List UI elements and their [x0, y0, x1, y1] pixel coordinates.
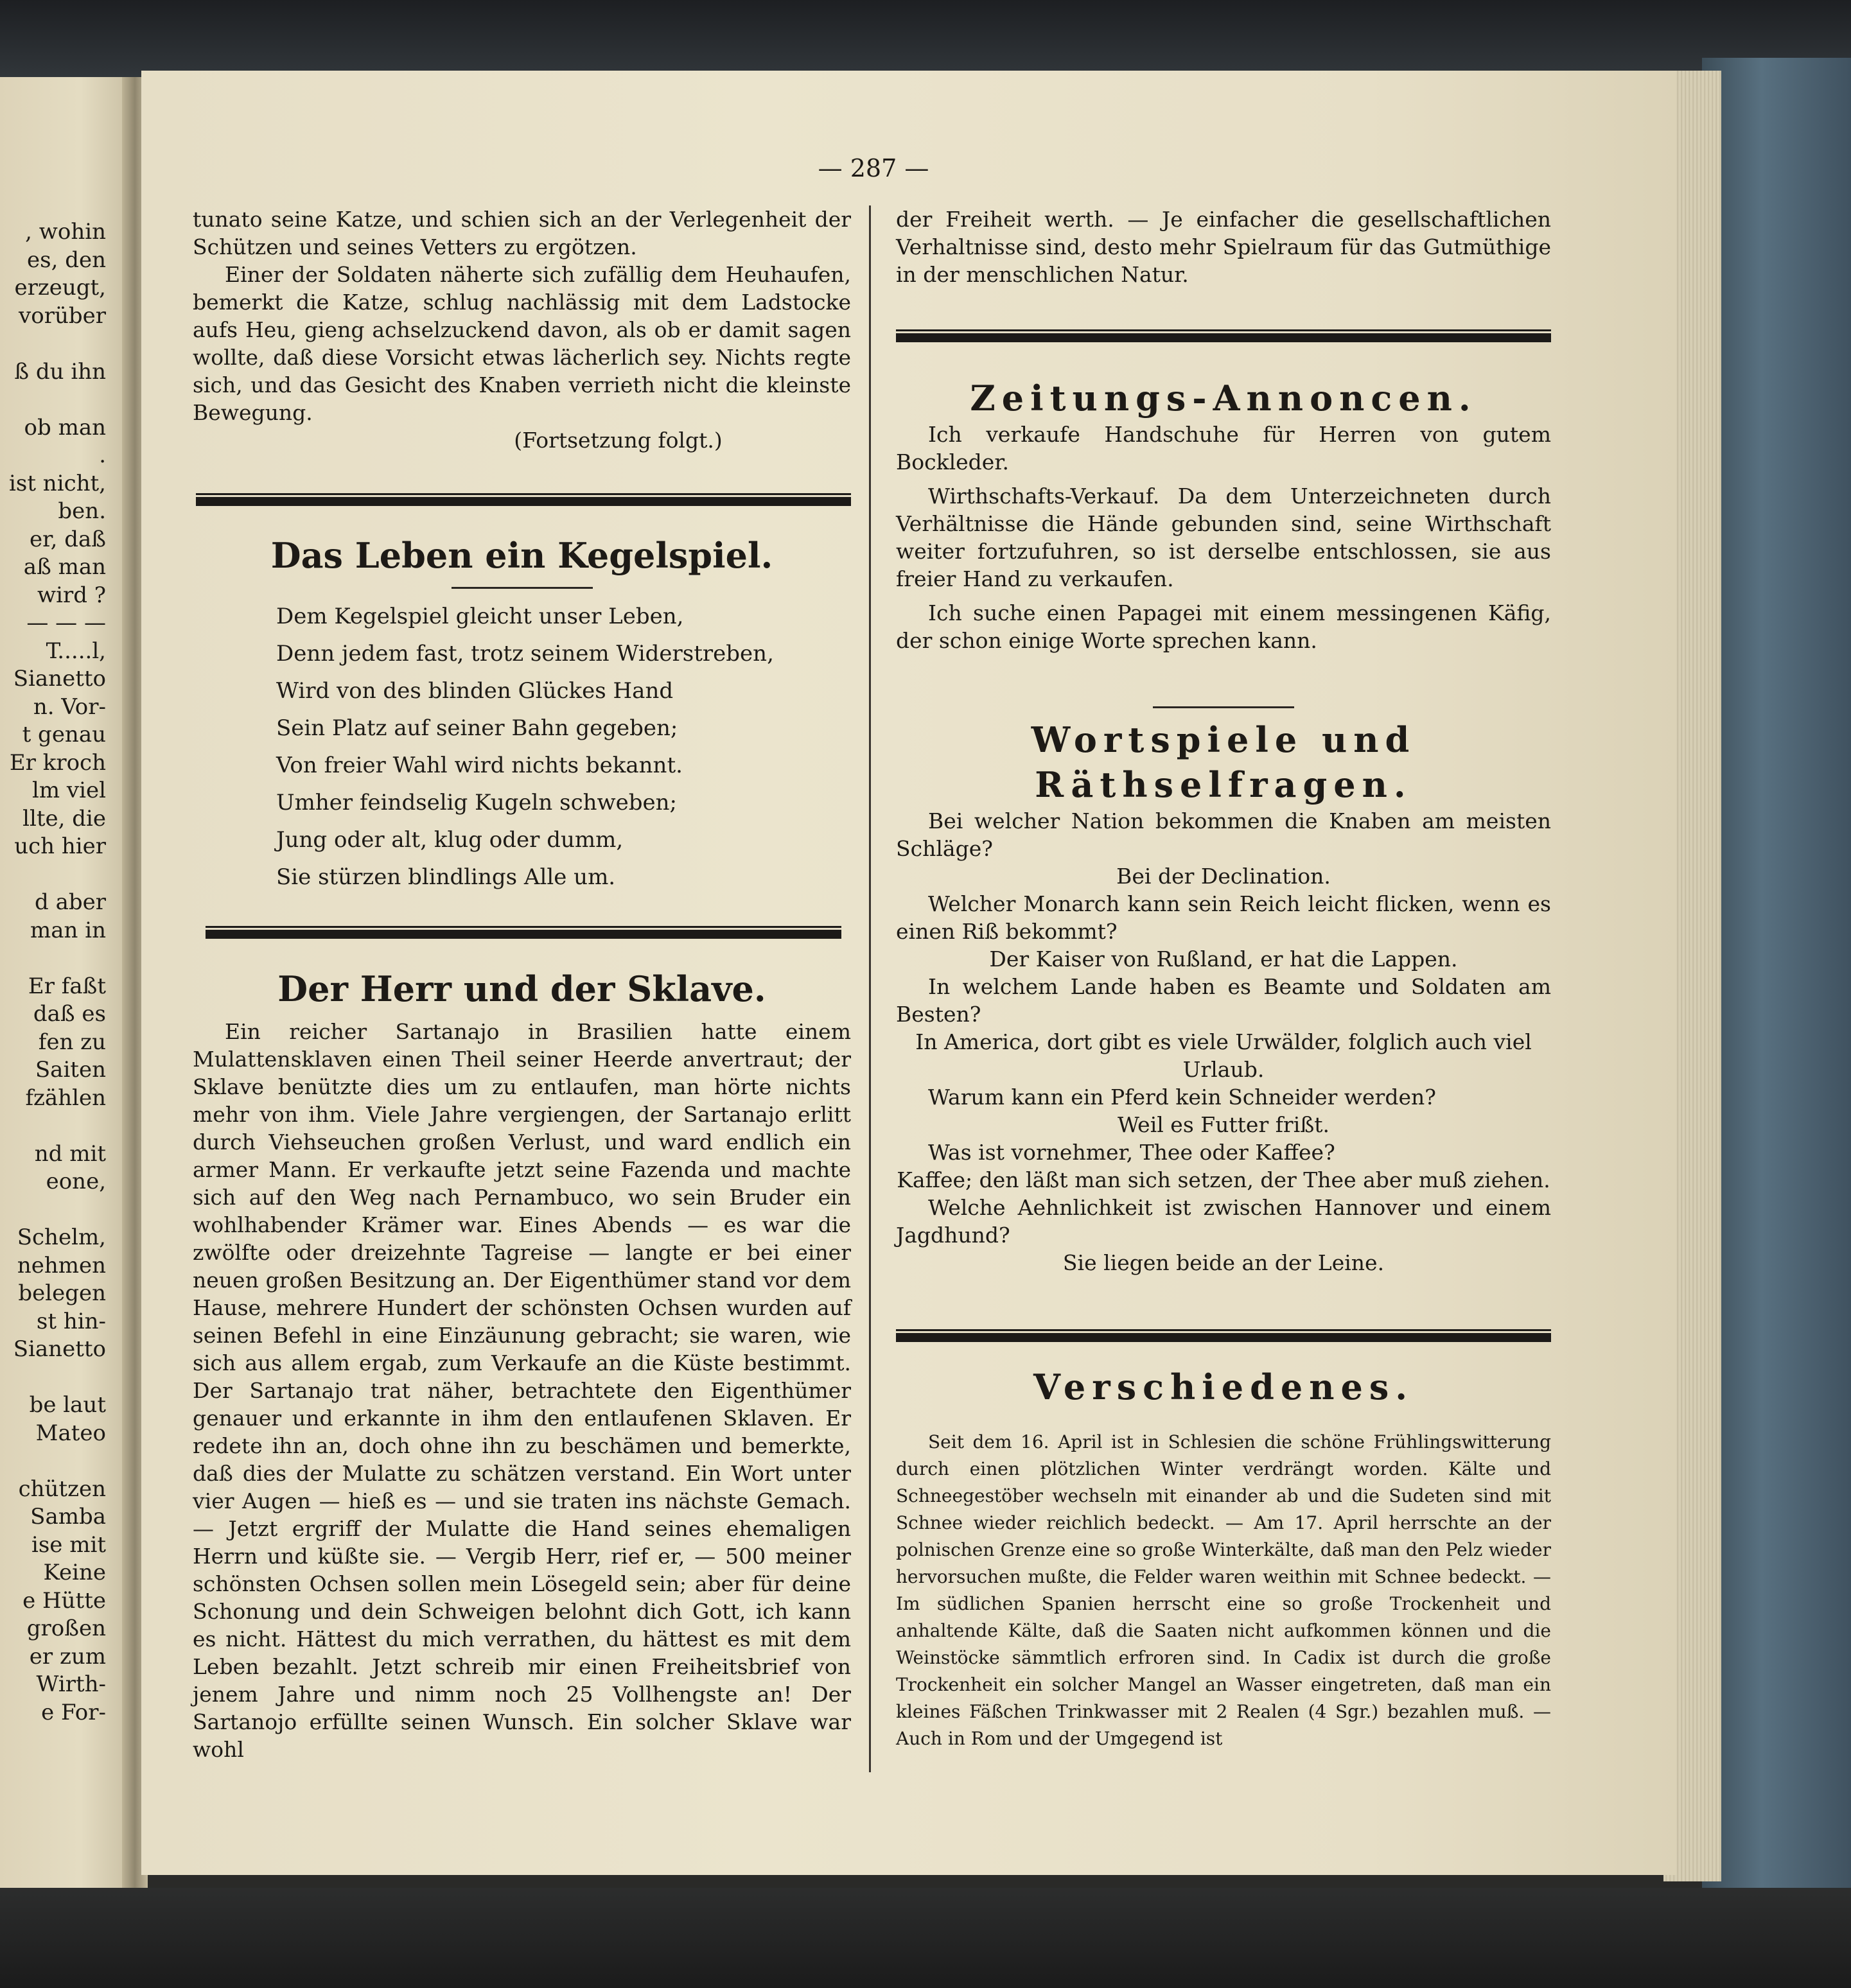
riddle-answer: Der Kaiser von Rußland, er hat die Lappen. — [989, 946, 1458, 972]
left-page-fragment-line: fen zu — [38, 1029, 106, 1055]
left-page-fragment-line: ß du ihn — [14, 358, 106, 385]
left-page-fragment-line: Er kroch — [9, 749, 106, 776]
misc-title: Verschiedenes. — [1033, 1366, 1414, 1408]
book-cover-right — [1702, 58, 1851, 1894]
left-page-fragment-line: ob man — [24, 414, 106, 440]
left-page-fragment-line: st hin- — [36, 1308, 106, 1334]
poem-title-underline — [452, 587, 593, 589]
left-page-fragment-line: e Hütte — [22, 1587, 106, 1614]
left-page-fragment-line: großen — [26, 1616, 106, 1641]
riddle-question: Welcher Monarch kann sein Reich leicht flicken, wenn es einen Riß bekommt? — [896, 891, 1551, 944]
story-paragraph: Einer der Soldaten näherte sich zufällig dem Heuhaufen, bemerkt die Katze, schlug nachlässig mit dem Ladstocke aufs Heu, gieng achselzuckend davon, als ob er damit sagen wollte, daß diese Vorsicht etwas lächerlich sey. Nichts regte sich, und das Gesicht des Knaben verrieth nicht die kleinste Bewegung. — [193, 262, 851, 425]
left-page-fragment-line: n. Vor- — [33, 693, 106, 720]
section-rule — [896, 329, 1551, 342]
left-page-fragment-line: e For- — [41, 1699, 106, 1725]
riddle-question: Welche Aehnlichkeit ist zwischen Hannover und einem Jagdhund? — [896, 1195, 1551, 1248]
left-page-fragment-line: Samba — [30, 1504, 106, 1530]
left-page-fragment-line: . — [99, 442, 106, 468]
wordplay — [896, 706, 1551, 1277]
riddle-question: Was ist vornehmer, Thee oder Kaffee? — [928, 1140, 1335, 1165]
annonce-item: Wirthschafts-Verkauf. Da dem Unterzeichneten durch Verhältnisse die Hände gebunden sind, seine Wirthschaft weiter fortzufuhren, so ist derselbe entschlossen, sie aus freier Hand zu verkaufen. — [896, 484, 1551, 591]
left-page-fragment-line: Saiten — [35, 1057, 106, 1083]
wordplay-title: Wortspiele und Räthselfragen. — [1031, 719, 1416, 805]
story-title: Der Herr und der Sklave. — [277, 968, 766, 1009]
left-page-fragment-line: nd mit — [34, 1140, 106, 1167]
left-page-fragment-line: llte, die — [22, 805, 106, 832]
left-page-fragment-line: Mateo — [35, 1420, 106, 1446]
left-page-fragment-line: T.....l, — [46, 638, 106, 664]
story-text: Ein reicher Sartanajo in Brasilien hatte einem Mulattensklaven einen Theil seiner Heerde anvertraut; der Sklave benützte dies um zu entlaufen, man hörte nichts mehr von ihm. Viele Jahre vergiengen, der Sartanajo erlitt durch Viehseuchen großen Verlust, und ward endlich ein armer Mann. Er verkaufte jetzt seine Fazenda und machte sich auf den Weg nach Pernambuco, wo sein Bruder ein wohlhabender Krämer war. Eines Abends — es war die zwölfte oder dreizehnte Tagreise — langte er bei einer neuen großen Besitzung an. Der Eigenthümer stand vor dem Hause, mehrere Hundert der schönsten Ochsen wurden auf seinen Befehl in eine Einzäunung gebracht; sie waren, wie sich aus allem ergab, zum Verkaufe an die Küste bestimmt. Der Sartanajo trat näher, betrachtete den Eigenthümer genauer und erkannte in ihm den entlaufenen Sklaven. Er redete ihn an, doch ohne ihn zu beschämen und bemerkte, daß dies der Mulatte zu schätzen verstand. Ein Wort unter vier Augen — hieß es — und sie traten ins nächste Gemach. — Jetzt ergriff der Mulatte die Hand seines ehemaligen Herrn und küßte sie. — Vergib Herr, rief er, — 500 meiner schönsten Ochsen sollen mein Lösegeld sein; aber für deine Schonung und dein Schweigen belohnt dich Gott, ich kann es nicht. Hättest du mich verrathen, du hättest es mit dem Leben bezahlt. Jetzt schreib mir einen Freiheitsbrief von jenem Jahre und nimm noch 25 Vollhengste an! Der Sartanojo erfüllte seinen Wunsch. Ein solcher Sklave war wohl — [193, 1019, 851, 1762]
poem-line: Dem Kegelspiel gleicht unser Leben, — [276, 604, 684, 629]
riddle-answer: Bei der Declination. — [1116, 864, 1331, 889]
book-cover-bottom — [0, 1888, 1851, 1988]
left-page-fragment-line: man in — [30, 917, 106, 943]
poem — [193, 533, 851, 896]
poem-title: Das Leben ein Kegelspiel. — [270, 535, 773, 576]
poem-line: Von freier Wahl wird nichts bekannt. — [276, 753, 683, 778]
page-number: — 287 — — [818, 154, 929, 182]
column-divider — [869, 205, 871, 1772]
left-page-fragment-line: — — — — [26, 610, 106, 636]
riddle-answer: Weil es Futter frißt. — [1117, 1112, 1330, 1137]
book-cover-top — [0, 0, 1851, 77]
poem-line: Sein Platz auf seiner Bahn gegeben; — [276, 715, 678, 741]
riddle-question: In welchem Lande haben es Beamte und Soldaten am Besten? — [896, 974, 1551, 1027]
annonce-item: Ich suche einen Papagei mit einem messingenen Käfig, der schon einige Worte sprechen kann. — [896, 600, 1551, 653]
left-page-fragment-line: fzählen — [25, 1085, 106, 1111]
left-page — [0, 77, 135, 1888]
continuation-note: (Fortsetzung folgt.) — [514, 428, 723, 453]
section-rule — [206, 926, 841, 939]
left-page-fragment-line: er zum — [29, 1643, 106, 1670]
left-page-fragment-line: uch hier — [14, 833, 106, 859]
poem-line: Jung oder alt, klug oder dumm, — [276, 827, 624, 853]
story-continuation: tunato seine Katze, und schien sich an der Verlegenheit der Schützen und seines Vetters zu ergötzen. — [193, 207, 851, 259]
left-page-fragment-line: Wirth- — [36, 1671, 106, 1697]
riddle-answer: Kaffee; den läßt man sich setzen, der Thee aber muß ziehen. — [897, 1167, 1550, 1192]
left-page-fragment-line: ise mit — [31, 1531, 106, 1558]
section-rule — [896, 1329, 1551, 1342]
riddle-question: Warum kann ein Pferd kein Schneider werden? — [928, 1085, 1436, 1110]
annonces — [896, 376, 1551, 654]
left-page-fragment-line: eone, — [46, 1169, 106, 1194]
misc — [896, 1365, 1551, 1752]
riddle-answer: In America, dort gibt es viele Urwälder, folglich auch viel Urlaub. — [915, 1029, 1532, 1082]
wordplay-top-line — [1153, 706, 1294, 708]
left-page-fragment-line: Keine — [43, 1560, 106, 1585]
left-page-fragment-line: ist nicht, — [9, 470, 106, 496]
poem-line: Umher feindselig Kugeln schweben; — [276, 790, 677, 815]
left-page-fragment-line: Er faßt — [28, 973, 106, 999]
left-page-fragment-line: nehmen — [17, 1252, 106, 1278]
left-page-fragment-line: es, den — [27, 247, 106, 273]
left-page-fragment-line: belegen — [18, 1280, 106, 1306]
poem-line: Wird von des blinden Glückes Hand — [276, 678, 674, 704]
left-page-fragment-line: er, daß — [30, 526, 106, 552]
poem-lines — [193, 598, 851, 896]
story — [193, 966, 851, 1763]
left-page-fragment-line: , wohin — [25, 219, 106, 245]
left-page-fragment-line: ben. — [58, 498, 106, 524]
left-page-fragment-line: t genau — [22, 722, 106, 747]
left-page-fragment-line: chützen — [18, 1476, 106, 1502]
left-page-fragment-line: vorüber — [19, 302, 106, 329]
riddle-question: Bei welcher Nation bekommen die Knaben am meisten Schläge? — [896, 808, 1551, 861]
story-end-text: der Freiheit werth. — Je einfacher die gesellschaftlichen Verhaltnisse sind, desto mehr Spielraum für das Gutmüthige in der menschlichen Natur. — [896, 207, 1551, 287]
left-page-fragment-line: lm viel — [32, 778, 106, 803]
left-page-fragment-line: daß es — [33, 1001, 106, 1027]
misc-text: Seit dem 16. April ist in Schlesien die schöne Frühlingswitterung durch einen plötzlichen Winter verdrängt worden. Kälte und Schneegestöber wechseln mit einander ab und die Sudeten sind mit Schnee wieder reichlich bedeckt. — Am 17. April herrschte an der polnischen Grenze eine so große Winterkälte, daß man den Pelz wieder hervorsuchen mußte, die Felder waren weithin mit Schnee bedeckt. — Im südlichen Spanien herrscht eine so große Trockenheit und anhaltende Kälte, daß die Saaten nicht aufkommen können und die Weinstöcke sämmtlich erfroren sind. In Cadix ist durch die große Trockenheit ein solcher Mangel an Wasser eingetreten, daß man ein kleines Fäßchen Trinkwasser mit 2 Realen (4 Sgr.) bezahlen muß. — Auch in Rom und der Umgegend ist — [896, 1431, 1551, 1749]
annonce-item: Ich verkaufe Handschuhe für Herren von gutem Bockleder. — [896, 422, 1551, 475]
left-page-fragment-line: d aber — [35, 889, 106, 915]
left-page-fragment-line: wird ? — [37, 582, 106, 608]
left-page-fragment-line: Sianetto — [13, 666, 106, 692]
left-page-fragment-line: Schelm, — [17, 1225, 106, 1250]
left-page-fragment-line: be laut — [29, 1392, 106, 1418]
section-rule — [196, 493, 851, 506]
poem-line: Denn jedem fast, trotz seinem Widerstreben, — [276, 641, 774, 667]
left-column — [193, 205, 851, 454]
right-column-top — [896, 205, 1551, 288]
left-page-fragment-line: erzeugt, — [14, 275, 106, 301]
left-page-fragment-line: Sianetto — [13, 1336, 106, 1362]
poem-line: Sie stürzen blindlings Alle um. — [276, 864, 616, 890]
riddle-answer: Sie liegen beide an der Leine. — [1062, 1250, 1385, 1275]
left-page-fragment-line: aß man — [23, 554, 106, 580]
annonces-title: Zeitungs-Annoncen. — [970, 378, 1477, 419]
riddle-list — [896, 807, 1551, 1277]
